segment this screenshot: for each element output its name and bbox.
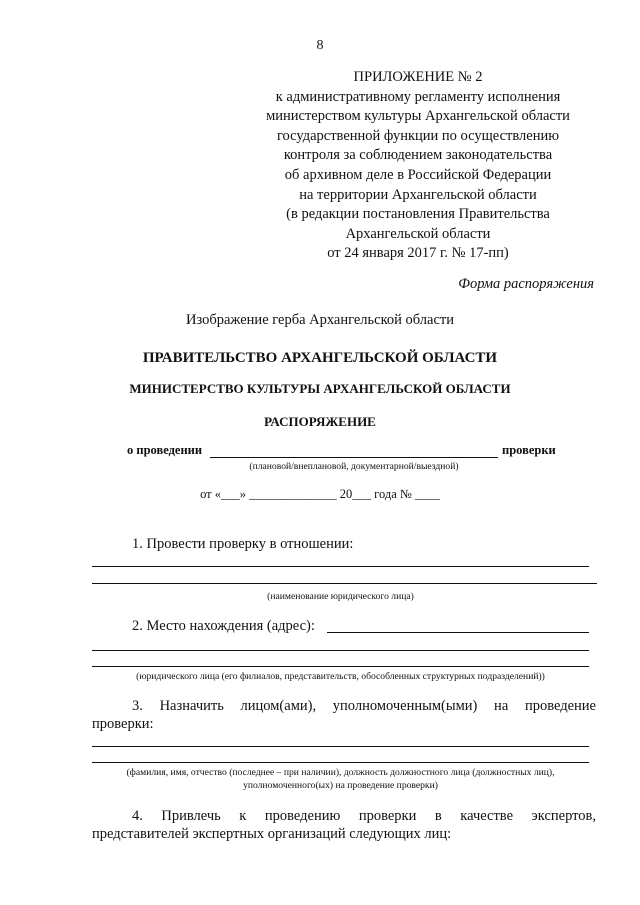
item-1-blank-1[interactable] [92,566,589,567]
ministry-title: МИНИСТЕРСТВО КУЛЬТУРЫ АРХАНГЕЛЬСКОЙ ОБЛАСТИ [129,381,511,396]
appendix-line: ПРИЛОЖЕНИЕ № 2 [353,69,483,85]
item-2-blank-1[interactable] [92,650,589,651]
conduct-prefix: о проведении [127,443,203,457]
page-number: 8 [316,38,324,53]
item-1-text: 1. Провести проверку в отношении: [132,536,354,552]
date-line: от «___» ______________ 20___ года № ____ [200,487,440,501]
item-2-blank-2[interactable] [92,666,589,667]
appendix-line: контроля за соблюдением законодательства [283,147,553,164]
appendix-header [238,68,598,264]
appendix-line: Архангельской области [345,225,491,242]
conduct-hint: (плановой/внеплановой, документарной/выездной) [249,461,459,472]
order-title: РАСПОРЯЖЕНИЕ [264,414,376,429]
item-3-hint-2: уполномоченного(ых) на проведение проверки) [243,780,438,791]
conduct-blank[interactable] [210,457,498,458]
item-2-text: 2. Место нахождения (адрес): [132,618,315,634]
appendix-line: на территории Архангельской области [299,186,537,203]
item-3-line-2: проверки: [92,716,154,732]
item-4-line-1: 4. Привлечь к проведению проверки в качестве экспертов, [132,808,596,824]
item-3-blank-2[interactable] [92,762,589,763]
item-3-blank-1[interactable] [92,746,589,747]
item-3-hint-1: (фамилия, имя, отчество (последнее – при наличии), должность должностного лица (должностных лиц), [126,767,555,778]
appendix-line: государственной функции по осуществлению [276,127,560,144]
crest-placeholder: Изображение герба Архангельской области [185,312,455,328]
conduct-suffix: проверки [502,443,556,457]
appendix-line: к административному регламенту исполнения [275,88,561,105]
item-2-hint: (юридического лица (его филиалов, представительств, обособленных структурных подразделений)) [136,671,545,682]
government-title: ПРАВИТЕЛЬСТВО АРХАНГЕЛЬСКОЙ ОБЛАСТИ [142,350,498,366]
item-4-line-2: представителей экспертных организаций следующих лиц: [92,826,452,842]
item-1-hint: (наименование юридического лица) [267,591,414,602]
appendix-line: от 24 января 2017 г. № 17-пп) [327,245,509,262]
appendix-line: об архивном деле в Российской Федерации [284,166,552,183]
item-2-blank-inline[interactable] [327,632,589,633]
item-1-blank-2[interactable] [92,583,597,584]
form-label: Форма распоряжения [458,276,594,292]
appendix-line: министерством культуры Архангельской области [266,108,570,125]
appendix-line: (в редакции постановления Правительства [286,206,550,223]
item-3-line-1: 3. Назначить лицом(ами), уполномоченным(ыми) на проведение [132,698,596,714]
